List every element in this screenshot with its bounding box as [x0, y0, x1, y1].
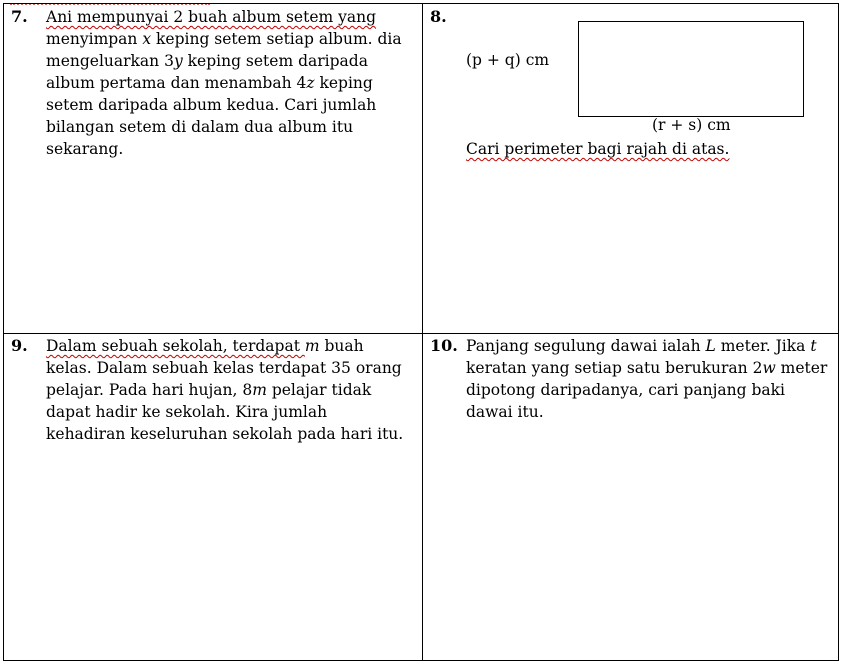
question-10-text — [466, 335, 836, 423]
q9-line-5: kehadiran keseluruhan sekolah pada hari itu. — [46, 425, 404, 443]
question-10-cell — [423, 334, 838, 660]
q10-line-1: Panjang segulung dawai ialah L meter. Jika t — [466, 337, 817, 355]
question-10-number: 10. — [430, 336, 458, 355]
q9-line-2: kelas. Dalam sebuah kelas terdapat 35 orang — [46, 359, 402, 377]
question-9-cell — [4, 334, 422, 660]
q9-line-4: dapat hadir ke sekolah. Kira jumlah — [46, 403, 328, 421]
q10-line-2: keratan yang setiap satu berukuran 2w meter — [466, 359, 828, 377]
q7-line-3: mengeluarkan 3y keping setem daripada — [46, 52, 368, 70]
q7-line-6: bilangan setem di dalam dua album itu — [46, 118, 354, 136]
q7-line-2: menyimpan x keping setem setiap album. dia — [46, 30, 402, 48]
question-8-instruction: Cari perimeter bagi rajah di atas. — [466, 140, 730, 158]
q7-line-7: sekarang. — [46, 140, 124, 158]
question-8-cell — [423, 4, 838, 333]
question-7-number: 7. — [11, 7, 28, 26]
question-9-text — [46, 335, 418, 445]
rectangle-width-label: (r + s) cm — [652, 116, 731, 134]
rectangle-diagram — [578, 21, 804, 117]
q9-line-1: Dalam sebuah sekolah, terdapat m buah — [46, 337, 364, 355]
question-9-number: 9. — [11, 336, 28, 355]
q9-line-3: pelajar. Pada hari hujan, 8m pelajar tidak — [46, 381, 372, 399]
worksheet-table — [3, 3, 839, 661]
question-7-text — [46, 6, 418, 160]
q7-line-5: setem daripada album kedua. Cari jumlah — [46, 96, 377, 114]
question-8-number: 8. — [430, 7, 447, 26]
q7-line-4: album pertama dan menambah 4z keping — [46, 74, 373, 92]
q7-line-1: Ani mempunyai 2 buah album setem yang — [46, 8, 377, 26]
q10-line-4: dawai itu. — [466, 403, 544, 421]
q10-line-3: dipotong daripadanya, cari panjang baki — [466, 381, 785, 399]
question-7-cell — [4, 4, 422, 333]
rectangle-height-label: (p + q) cm — [466, 51, 550, 69]
